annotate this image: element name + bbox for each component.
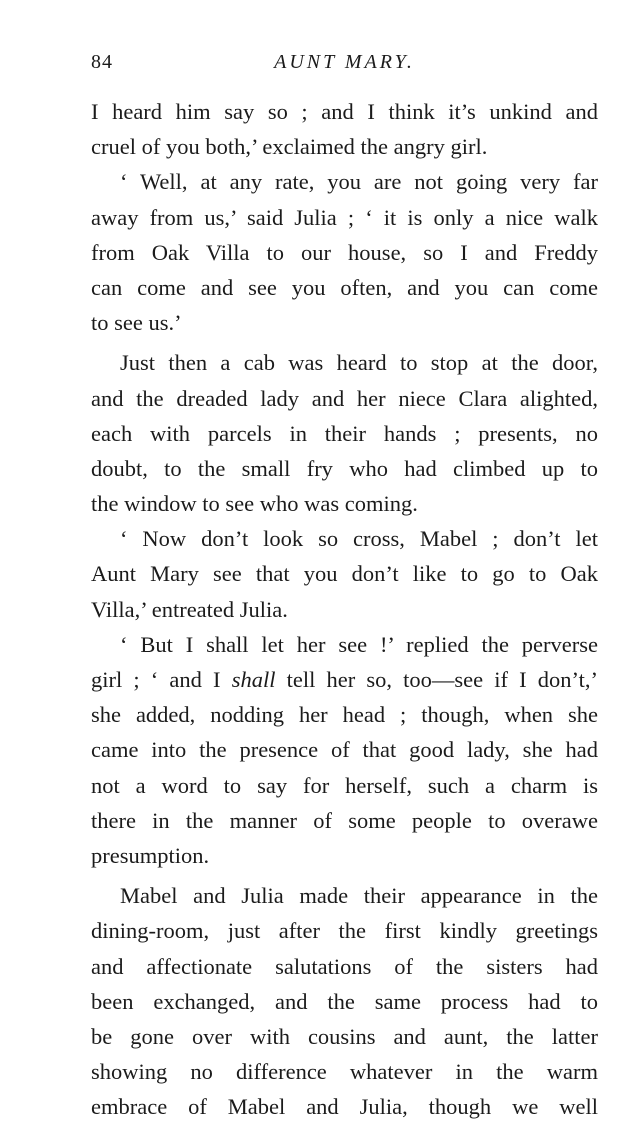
text-line: embrace of Mabel and Julia, though we well [91,1094,598,1120]
page-number: 84 [91,51,113,73]
text-line: Mabel and Julia made their appearance in the [120,883,598,909]
running-head [91,51,598,81]
text-line: doubt, to the small fry who had climbed up to [91,455,598,481]
text-line: ‘ Now don’t look so cross, Mabel ; don’t let [120,526,598,552]
running-title: AUNT MARY. [274,51,415,73]
line-text-after: tell her so, too—see if I don’t,’ [275,667,599,692]
text-line: I heard him say so ; and I think it’s unkind and [91,99,598,124]
emphasized-word: shall [231,667,276,692]
text-line: dining-room, just after the first kindly greetings [91,918,598,944]
text-line: Villa,’ entreated Julia. [91,596,288,622]
line-text-before: girl ; ‘ and I [91,667,232,692]
text-line-with-emphasis [91,662,598,697]
text-line: there in the manner of some people to overawe [91,807,598,833]
text-line: ‘ But I shall let her see !’ replied the perverse [120,631,598,657]
text-line: she added, nodding her head ; though, when she [91,702,598,728]
text-line: presumption. [91,842,210,868]
text-line: the window to see who was coming. [91,491,418,517]
text-line: been exchanged, and the same process had to [91,988,598,1014]
text-line: be gone over with cousins and aunt, the latter [91,1023,598,1049]
text-line: came into the presence of that good lady, she had [91,737,598,763]
text-line: away from us,’ said Julia ; ‘ it is only a nice walk [91,204,598,230]
text-line: not a word to say for herself, such a charm is [91,772,598,798]
text-line: and affectionate salutations of the sisters had [91,953,598,979]
text-line: each with parcels in their hands ; presents, no [91,420,598,446]
text-line: Aunt Mary see that you don’t like to go to Oak [91,561,598,587]
body-text [91,94,598,1124]
text-line: and the dreaded lady and her niece Clara alighted, [91,385,598,411]
text-line: showing no difference whatever in the warm [91,1059,598,1085]
text-line: cruel of you both,’ exclaimed the angry girl. [91,134,488,160]
text-line: from Oak Villa to our house, so I and Freddy [91,239,598,265]
text-line: can come and see you often, and you can come [91,274,598,300]
text-line: Just then a cab was heard to stop at the door, [120,350,598,376]
text-line: ‘ Well, at any rate, you are not going very far [120,169,598,195]
text-line: to see us.’ [91,310,182,336]
